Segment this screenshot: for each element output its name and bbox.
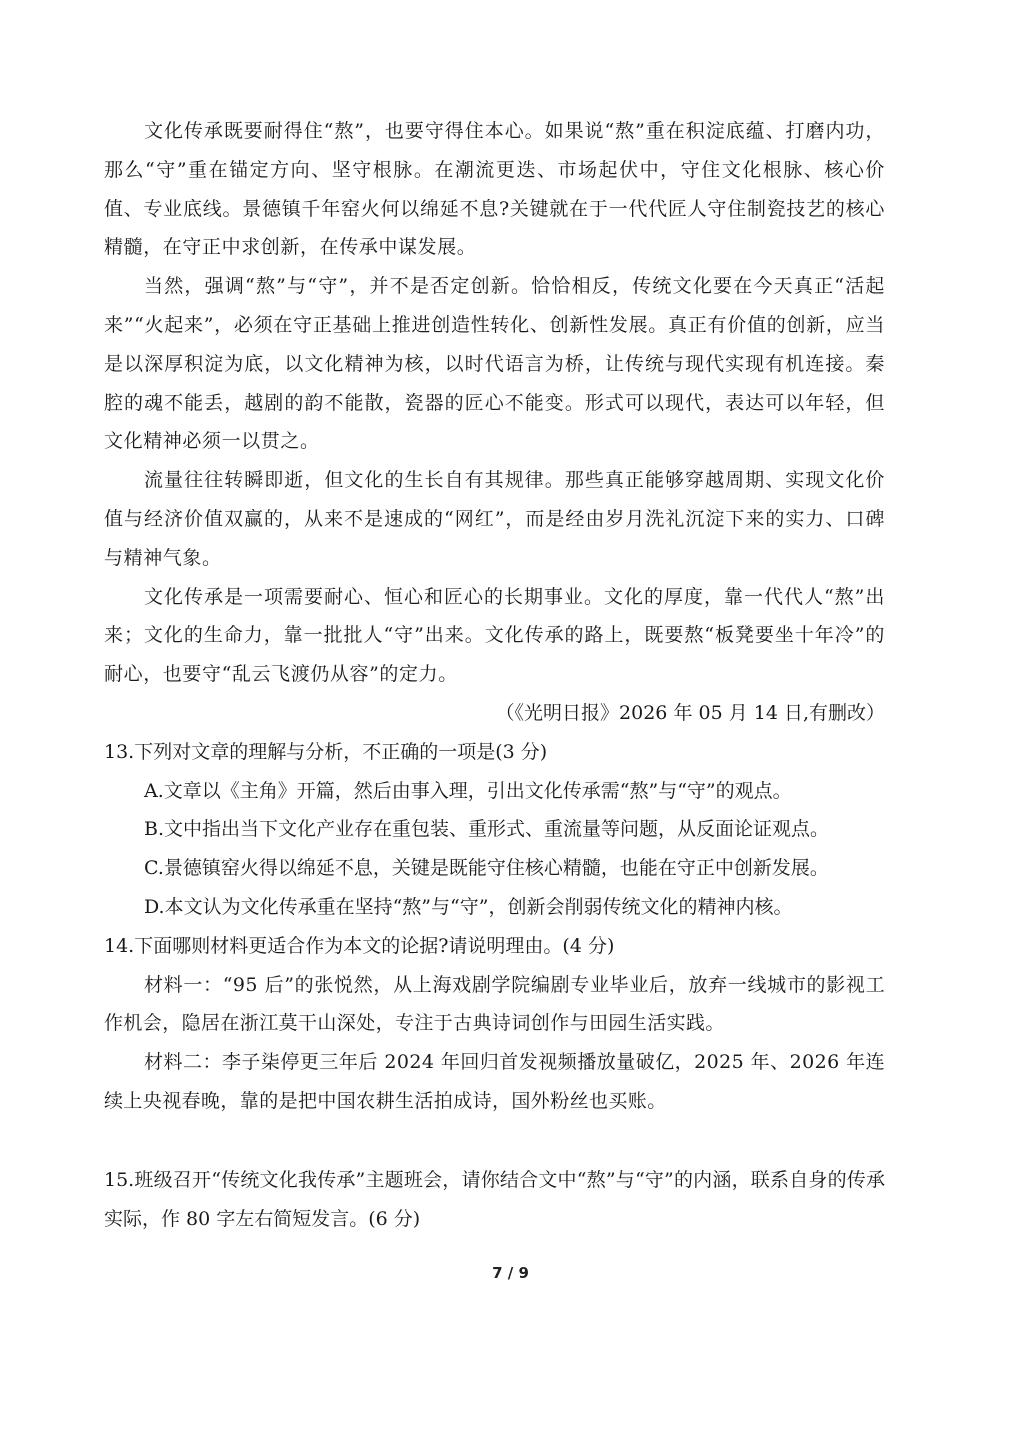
answer-space: [104, 1121, 885, 1161]
article-paragraph-2: 当然，强调“熬”与“守”，并不是否定创新。恰恰相反，传统文化要在今天真正“活起来”“火起来”，必须在守正基础上推进创造性转化、创新性发展。真正有价值的创新，应当是以深厚积淀为底，以文化精神为核，以时代语言为桥，让传统与现代实现有机连接。秦腔的魂不能丢，越剧的韵不能散，瓷器的匠心不能变。形式可以现代，表达可以年轻，但文化精神必须一以贯之。: [104, 275, 885, 453]
question-15: [104, 1161, 885, 1239]
question-14: [104, 927, 885, 1121]
article-source: （《光明日报》2026 年 05 月 14 日,有删改）: [495, 701, 885, 724]
question-13: [104, 733, 885, 927]
question-14-material-1: 材料一：“95 后”的张悦然，从上海戏剧学院编剧专业毕业后，放弃一线城市的影视工作机会，隐居在浙江莫干山深处，专注于古典诗词创作与田园生活实践。: [104, 973, 885, 1035]
question-13-option-b: B.文中指出当下文化产业存在重包装、重形式、重流量等问题，从反面论证观点。: [144, 818, 830, 841]
article-paragraph-4: 文化传承是一项需要耐心、恒心和匠心的长期事业。文化的厚度，靠一代代人“熬”出来；文化的生命力，靠一批批人“守”出来。文化传承的路上，既要熬“板凳要坐十年冷”的耐心，也要守“乱云飞渡仍从容”的定力。: [104, 585, 885, 686]
article-body: [104, 112, 885, 733]
question-15-stem: 15.班级召开“传统文化我传承”主题班会，请你结合文中“熬”与“守”的内涵，联系自身的传承实际，作 80 字左右简短发言。(6 分): [104, 1168, 885, 1230]
question-14-stem: 14.下面哪则材料更适合作为本文的论据?请说明理由。(4 分): [104, 934, 615, 957]
question-13-stem: 13.下列对文章的理解与分析，不正确的一项是(3 分): [104, 740, 548, 763]
question-13-option-d: D.本文认为文化传承重在坚持“熬”与“守”，创新会削弱传统文化的精神内核。: [144, 895, 793, 918]
page-number: 7 / 9: [492, 1264, 529, 1282]
question-14-material-2: 材料二：李子柒停更三年后 2024 年回归首发视频播放量破亿，2025 年、2026 年连续上央视春晚，靠的是把中国农耕生活拍成诗，国外粉丝也买账。: [104, 1051, 885, 1112]
question-13-option-a: A.文章以《主角》开篇，然后由事入理，引出文化传承需“熬”与“守”的观点。: [144, 779, 792, 802]
article-paragraph-3: 流量往往转瞬即逝，但文化的生长自有其规律。那些真正能够穿越周期、实现文化价值与经济价值双赢的，从来不是速成的“网红”，而是经由岁月洗礼沉淀下来的实力、口碑与精神气象。: [104, 469, 885, 569]
question-13-option-c: C.景德镇窑火得以绵延不息，关键是既能守住核心精髓，也能在守正中创新发展。: [144, 857, 829, 880]
article-paragraph-1: 文化传承既要耐得住“熬”，也要守得住本心。如果说“熬”重在积淀底蕴、打磨内功，那么“守”重在锚定方向、坚守根脉。在潮流更迭、市场起伏中，守住文化根脉、核心价值、专业底线。景德镇千年窑火何以绵延不息?关键就在于一代代匠人守住制瓷技艺的核心精髓，在守正中求创新，在传承中谋发展。: [104, 120, 885, 259]
